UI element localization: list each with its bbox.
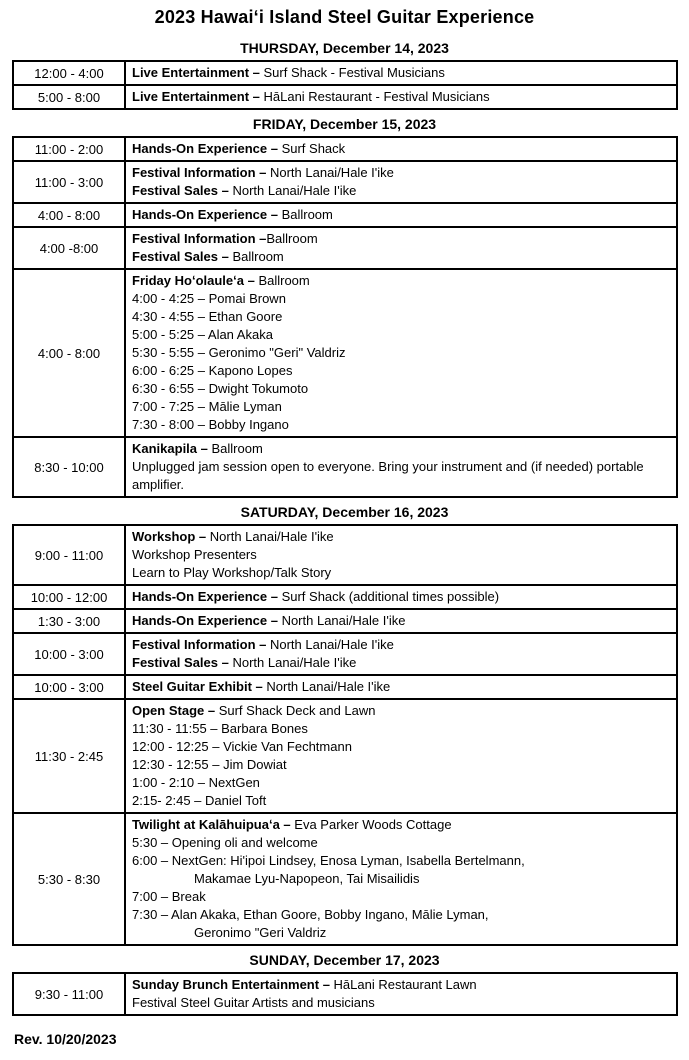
event-line: [132, 88, 670, 106]
event-cell: [125, 609, 677, 633]
schedule-row: [13, 609, 677, 633]
day-header: FRIDAY, December 15, 2023: [252, 116, 437, 132]
time-cell: 11:00 - 2:00: [13, 137, 125, 161]
event-text: 4:30 - 4:55 – Ethan Goore: [132, 309, 283, 324]
event-text: Surf Shack (additional times possible): [277, 589, 500, 604]
event-text: 7:00 - 7:25 – Mālie Lyman: [132, 399, 282, 414]
event-text: Unplugged jam session open to everyone. Bring your instrument and (if needed) portable amplifier.: [132, 459, 644, 492]
event-text: North Lanai/Hale I'ike: [277, 613, 406, 628]
event-text: Ballroom: [228, 249, 284, 264]
event-line: [132, 870, 670, 888]
event-line: [132, 678, 670, 696]
event-title: Live Entertainment –: [132, 65, 260, 80]
event-line: [132, 308, 670, 326]
event-line: [132, 816, 670, 834]
schedule-row: [13, 137, 677, 161]
event-text: 6:00 – NextGen: Hi'ipoi Lindsey, Enosa Lyman, Isabella Bertelmann,: [132, 853, 525, 868]
event-text: North Lanai/Hale I'ike: [266, 637, 394, 652]
event-text: Ballroom: [266, 231, 318, 246]
time-cell: 10:00 - 3:00: [13, 675, 125, 699]
event-title: Festival Sales –: [132, 183, 229, 198]
event-cell: [125, 525, 677, 585]
event-line: [132, 380, 670, 398]
schedule-row: [13, 675, 677, 699]
time-cell: 10:00 - 12:00: [13, 585, 125, 609]
event-text: North Lanai/Hale I'ike: [262, 679, 391, 694]
day-table: [12, 972, 678, 1016]
event-title: Twilight at Kalāhuipuaʻa –: [132, 817, 291, 832]
event-line: [132, 612, 670, 630]
event-line: [132, 720, 670, 738]
event-text: 7:30 - 8:00 – Bobby Ingano: [132, 417, 289, 432]
event-text: 2:15- 2:45 – Daniel Toft: [132, 793, 267, 808]
event-cell: [125, 813, 677, 945]
time-cell: 5:30 - 8:30: [13, 813, 125, 945]
event-text: 5:00 - 5:25 – Alan Akaka: [132, 327, 273, 342]
event-title: Hands-On Experience –: [132, 141, 278, 156]
schedule: [0, 40, 689, 1016]
event-text: 4:00 - 4:25 – Pomai Brown: [132, 291, 286, 306]
event-title: Festival Sales –: [132, 655, 229, 670]
event-line: [132, 636, 670, 654]
schedule-row: [13, 813, 677, 945]
event-line: [132, 564, 670, 582]
event-cell: [125, 227, 677, 269]
event-title: Festival Sales –: [132, 249, 229, 264]
event-line: [132, 272, 670, 290]
event-line: [132, 398, 670, 416]
event-line: [132, 140, 670, 158]
time-cell: 10:00 - 3:00: [13, 633, 125, 675]
event-text: HāLani Restaurant - Festival Musicians: [259, 89, 490, 104]
event-line: [132, 416, 670, 434]
event-line: [132, 344, 670, 362]
time-cell: 4:00 - 8:00: [13, 269, 125, 437]
event-title: Festival Information –: [132, 165, 267, 180]
event-text: Surf Shack Deck and Lawn: [215, 703, 376, 718]
event-title: Friday Hoʻolauleʻa –: [132, 273, 255, 288]
event-line: [132, 834, 670, 852]
event-text: 6:30 - 6:55 – Dwight Tokumoto: [132, 381, 309, 396]
event-text: Surf Shack: [277, 141, 346, 156]
event-line: [132, 976, 670, 994]
event-line: [132, 738, 670, 756]
day-table: [12, 60, 678, 110]
event-line: [132, 528, 670, 546]
event-line: [132, 654, 670, 672]
schedule-row: [13, 85, 677, 109]
event-text: Geronimo "Geri Valdriz: [194, 925, 327, 940]
day-header: SATURDAY, December 16, 2023: [240, 504, 449, 520]
event-line: [132, 362, 670, 380]
schedule-row: [13, 585, 677, 609]
event-text: HāLani Restaurant Lawn: [329, 977, 477, 992]
event-title: Sunday Brunch Entertainment –: [132, 977, 330, 992]
event-text: 1:00 - 2:10 – NextGen: [132, 775, 260, 790]
event-cell: [125, 61, 677, 85]
event-title: Workshop –: [132, 529, 207, 544]
event-line: [132, 206, 670, 224]
time-cell: 4:00 - 8:00: [13, 203, 125, 227]
event-cell: [125, 85, 677, 109]
event-text: Ballroom: [207, 441, 263, 456]
event-line: [132, 852, 670, 870]
schedule-row: [13, 269, 677, 437]
event-title: Live Entertainment –: [132, 89, 260, 104]
event-line: [132, 290, 670, 308]
event-text: North Lanai/Hale I'ike: [206, 529, 334, 544]
event-text: 12:00 - 12:25 – Vickie Van Fechtmann: [132, 739, 352, 754]
day-header: SUNDAY, December 17, 2023: [249, 952, 440, 968]
event-line: [132, 792, 670, 810]
event-text: North Lanai/Hale I'ike: [266, 165, 394, 180]
schedule-row: [13, 525, 677, 585]
event-text: Makamae Lyu-Napopeon, Tai Misailidis: [194, 871, 420, 886]
event-text: 12:30 - 12:55 – Jim Dowiat: [132, 757, 287, 772]
event-text: Learn to Play Workshop/Talk Story: [132, 565, 332, 580]
event-cell: [125, 675, 677, 699]
event-text: Ballroom: [254, 273, 310, 288]
event-title: Festival Information –: [132, 637, 267, 652]
event-line: [132, 924, 670, 942]
event-text: Festival Steel Guitar Artists and musicians: [132, 995, 375, 1010]
event-title: Kanikapila –: [132, 441, 208, 456]
event-line: [132, 702, 670, 720]
time-cell: 8:30 - 10:00: [13, 437, 125, 497]
event-text: Surf Shack - Festival Musicians: [259, 65, 445, 80]
time-cell: 11:30 - 2:45: [13, 699, 125, 813]
schedule-row: [13, 227, 677, 269]
event-title: Steel Guitar Exhibit –: [132, 679, 263, 694]
event-cell: [125, 269, 677, 437]
event-line: [132, 906, 670, 924]
event-cell: [125, 699, 677, 813]
event-cell: [125, 203, 677, 227]
event-title: Hands-On Experience –: [132, 207, 278, 222]
event-cell: [125, 633, 677, 675]
day-header: THURSDAY, December 14, 2023: [240, 40, 449, 56]
event-line: [132, 64, 670, 82]
event-line: [132, 440, 670, 458]
time-cell: 5:00 - 8:00: [13, 85, 125, 109]
event-title: Hands-On Experience –: [132, 613, 278, 628]
event-text: Ballroom: [277, 207, 333, 222]
event-text: 11:30 - 11:55 – Barbara Bones: [132, 721, 308, 736]
event-text: North Lanai/Hale I'ike: [228, 655, 357, 670]
schedule-row: [13, 161, 677, 203]
event-text: 7:30 – Alan Akaka, Ethan Goore, Bobby Ingano, Mālie Lyman,: [132, 907, 489, 922]
event-text: Eva Parker Woods Cottage: [290, 817, 452, 832]
event-text: 7:00 – Break: [132, 889, 206, 904]
time-cell: 9:30 - 11:00: [13, 973, 125, 1015]
schedule-row: [13, 633, 677, 675]
event-line: [132, 182, 670, 200]
time-cell: 12:00 - 4:00: [13, 61, 125, 85]
page-title: 2023 Hawaiʻi Island Steel Guitar Experience: [154, 7, 535, 27]
event-line: [132, 888, 670, 906]
schedule-row: [13, 699, 677, 813]
time-cell: 4:00 -8:00: [13, 227, 125, 269]
time-cell: 11:00 - 3:00: [13, 161, 125, 203]
event-line: [132, 164, 670, 182]
schedule-row: [13, 437, 677, 497]
event-cell: [125, 137, 677, 161]
event-line: [132, 756, 670, 774]
event-text: 6:00 - 6:25 – Kapono Lopes: [132, 363, 293, 378]
event-text: 5:30 – Opening oli and welcome: [132, 835, 318, 850]
event-text: North Lanai/Hale I'ike: [228, 183, 357, 198]
time-cell: 1:30 - 3:00: [13, 609, 125, 633]
event-line: [132, 230, 670, 248]
event-cell: [125, 973, 677, 1015]
time-cell: 9:00 - 11:00: [13, 525, 125, 585]
day-table: [12, 524, 678, 946]
event-line: [132, 326, 670, 344]
event-line: [132, 774, 670, 792]
event-cell: [125, 585, 677, 609]
event-line: [132, 546, 670, 564]
event-line: [132, 994, 670, 1012]
revision-note: Rev. 10/20/2023: [14, 1031, 117, 1047]
day-table: [12, 136, 678, 498]
event-line: [132, 248, 670, 266]
schedule-row: [13, 61, 677, 85]
event-title: Festival Information –: [132, 231, 267, 246]
event-line: [132, 588, 670, 606]
event-title: Open Stage –: [132, 703, 216, 718]
schedule-row: [13, 973, 677, 1015]
event-line: [132, 458, 670, 494]
event-cell: [125, 161, 677, 203]
event-title: Hands-On Experience –: [132, 589, 278, 604]
event-cell: [125, 437, 677, 497]
schedule-row: [13, 203, 677, 227]
event-text: 5:30 - 5:55 – Geronimo "Geri" Valdriz: [132, 345, 346, 360]
event-text: Workshop Presenters: [132, 547, 257, 562]
